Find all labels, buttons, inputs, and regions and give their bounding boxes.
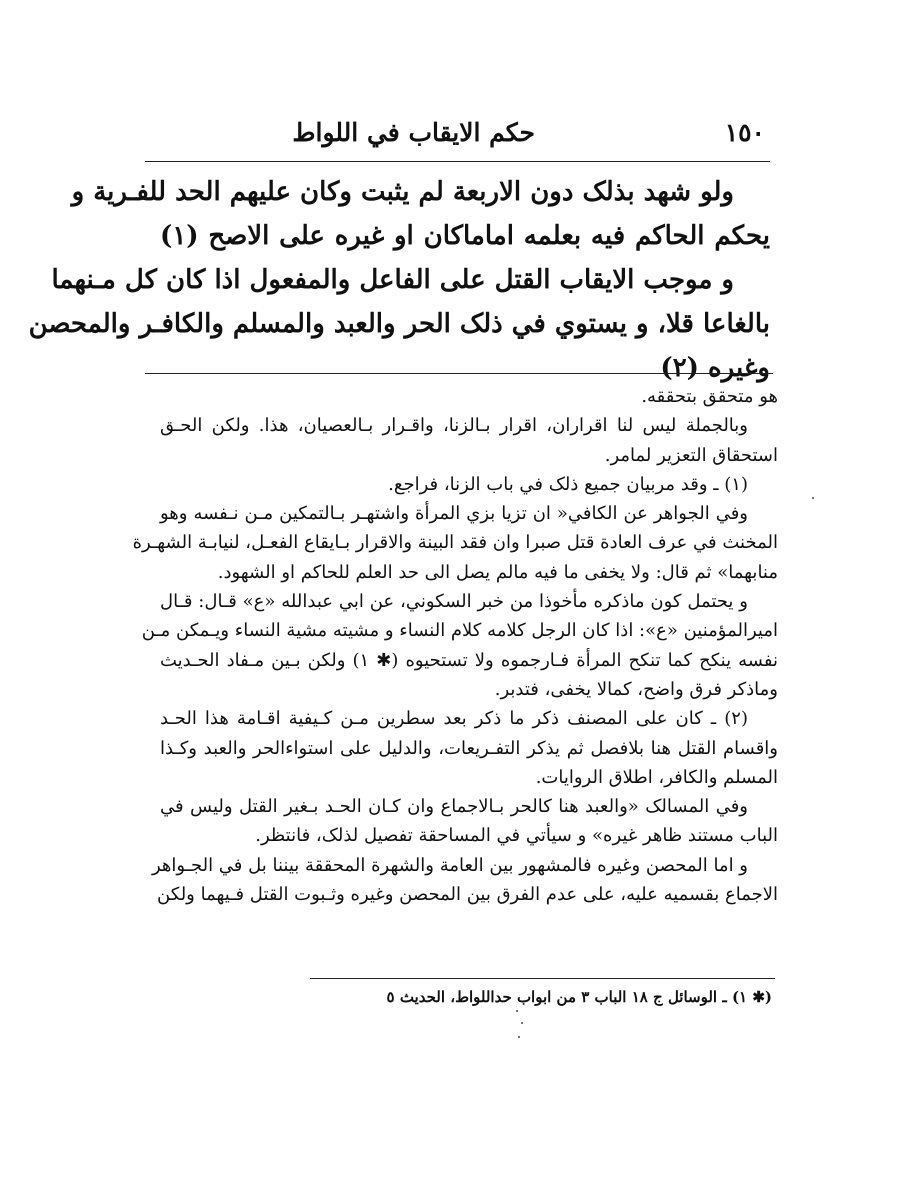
note-line: (٢) ـ كان على المصنف ذكر ما ذكر بعد سطرين مـن كـيفية اقـامة هذا الحـد: [160, 708, 748, 730]
scan-speck: [518, 1036, 520, 1038]
note-line: وماذكر فرق واضح، كمالا يخفى، فتدبر.: [494, 678, 778, 700]
note-line: المسلم والكافر، اطلاق الروايات.: [535, 766, 778, 788]
main-line: و موجب الايقاب القتل على الفاعل والمفعول اذا كان كل مـنهما: [51, 265, 734, 295]
footnote: (✱ ١) ـ الوسائل ج ١٨ الباب ٣ من ابواب حداللواط، الحديث ٥: [386, 988, 772, 1006]
note-line: وفي الجواهر عن الكافي« ان تزيا بزي المرأة واشتهـر بـالتمكين مـن نـفسه وهو: [160, 503, 748, 525]
note-line: و يحتمل كون ماذكره مأخوذا من خبر السكوني، عن ابي عبدالله «ع» قـال: قـال: [160, 591, 748, 613]
note-line: الباب مستند ظاهر غيره» و سيأتي في المساحقة تفصيل لذلک، فانتظر.: [255, 825, 778, 847]
main-line: بالغاعا قلا، و يستوي في ذلک الحر والعبد والمسلم والكافـر والمحصن: [28, 309, 770, 339]
note-line: وبالجملة ليس لنا اقراران، اقرار بـالزنا، واقـرار بـالعصيان، هذا. ولكن الحـق: [160, 415, 748, 437]
footnote-rule: [310, 978, 775, 979]
note-line: المخنث في عرف العادة قتل صبرا وان فقد البينة والاقرار بـايقاع الفعـل، لنيابـة الشهـرة: [132, 532, 778, 554]
main-line: يحكم الحاكم فيه بعلمه اماماكان او غيره على الاصح (١): [160, 221, 770, 251]
note-line: اميرالمؤمنين «ع»: اذا كان الرجل كلامه كلام النساء و مشيته مشية النساء ويـمكن مـن: [141, 620, 778, 642]
note-line: وفي المسالک «والعبد هنا كالحر بـالاجماع وان كـان الحـد بـغير القتل وليس في: [160, 796, 748, 818]
page-header: [145, 118, 765, 158]
note-line: هو متحقق بتحققه.: [641, 386, 778, 407]
note-line: الاجماع بقسميه عليه، على عدم الفرق بين المحصن وغيره وثـبوت القتل فـيهما ولكن: [157, 884, 778, 906]
commentary-notes: [132, 382, 778, 909]
note-line: منابهما» ثم قال: ولا يخفى ما فيه مالم يصل الى حد العلم للحاكم او الشهود.: [217, 561, 778, 583]
commentary-rule: [145, 373, 773, 374]
note-line: (١) ـ وقد مربيان جميع ذلک في باب الزنا، فراجع.: [388, 473, 748, 495]
main-line: ولو شهد بذلک دون الاربعة لم يثبت وكان عليهم الحد للفـرية و: [71, 177, 734, 207]
note-line: نفسه ينكح كما تنكح المرأة فـارجموه ولا تستحيوه (✱ ١) ولكن بـين مـفاد الحـديث: [160, 649, 778, 671]
note-line: و اما المحصن وغيره فالمشهور بين العامة والشهرة المحققة بيننا بل في الجـواهر: [151, 854, 748, 876]
note-line: استحقاق التعزير لمامر.: [604, 444, 778, 466]
header-rule: [145, 161, 770, 162]
scan-speck: [516, 1010, 518, 1012]
note-line: واقسام القتل هنا بلافصل ثم يذكر التفـريعات، والدليل على استواءالحر والعبد وكـذا: [160, 737, 778, 759]
page-number: ١٥٠: [724, 118, 765, 147]
main-text: [28, 170, 770, 390]
running-title: حكم الايقاب في اللواط: [292, 118, 535, 147]
main-line: وغيره (٢): [660, 353, 770, 383]
scan-speck: [812, 497, 814, 499]
scan-speck: [521, 1022, 523, 1024]
